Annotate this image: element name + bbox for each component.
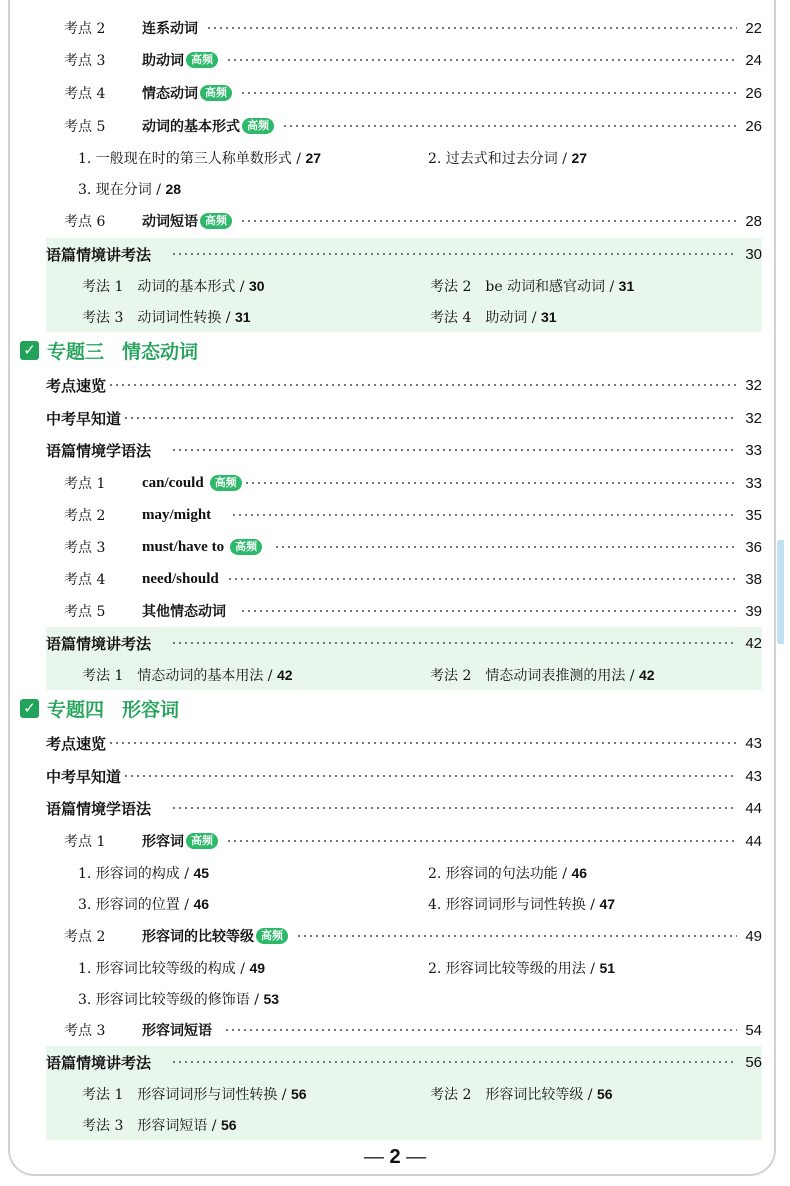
toc-entry[interactable]: [0, 467, 790, 499]
page-number: 26: [745, 84, 762, 102]
method-entry[interactable]: [430, 276, 634, 296]
method-entry[interactable]: [82, 665, 293, 685]
topic-label: 考点 5: [64, 604, 106, 620]
high-frequency-badge: 高频: [256, 928, 288, 944]
method-entry[interactable]: [82, 307, 251, 327]
sub-entry-row: [0, 173, 790, 204]
footer-page-number: 2: [389, 1146, 401, 1168]
chapter-number: 专题三: [47, 340, 105, 363]
dot-leader: [171, 248, 737, 260]
section-entry[interactable]: [0, 792, 790, 824]
section-entry[interactable]: [0, 402, 790, 434]
toc-entry[interactable]: [0, 499, 790, 531]
chapter-heading[interactable]: [20, 693, 179, 723]
page-number: 31: [234, 308, 251, 325]
topic-title: need/should: [142, 570, 219, 587]
sub-entry-text: 1. 形容词的构成 /: [78, 865, 194, 882]
topic-title: 动词短语: [142, 214, 198, 230]
topic-title: 其他情态动词: [142, 604, 226, 620]
page-number: 31: [618, 277, 635, 294]
page-number: 44: [745, 832, 762, 850]
section-title: 考点速览: [46, 734, 107, 753]
section-title: 考点速览: [46, 376, 107, 395]
footer-dash: —: [406, 1146, 427, 1168]
sub-entry[interactable]: [428, 894, 615, 914]
chapter-number: 专题四: [47, 698, 105, 721]
page-number: 32: [745, 376, 762, 394]
dot-leader: [227, 573, 738, 585]
high-frequency-badge: 高频: [200, 213, 232, 229]
toc-entry[interactable]: [0, 12, 790, 44]
sub-entry-text: 2. 形容词比较等级的用法 /: [428, 960, 600, 977]
page-number: 42: [638, 666, 655, 683]
toc-entry[interactable]: [0, 531, 790, 563]
high-frequency-badge: 高频: [186, 833, 218, 849]
sub-entry[interactable]: [428, 958, 615, 978]
topic-label: 考点 2: [64, 929, 106, 945]
topic-label: 考点 1: [64, 476, 106, 492]
toc-entry[interactable]: [0, 110, 790, 142]
toc-entry[interactable]: [0, 920, 790, 952]
page-number: 24: [745, 51, 762, 69]
dot-leader: [231, 509, 737, 521]
dot-leader: [240, 87, 737, 99]
dot-leader: [171, 444, 737, 456]
topic-title: 情态动词: [142, 86, 198, 102]
topic-label: 考点 3: [64, 1023, 106, 1039]
page-number: 31: [540, 308, 557, 325]
dot-leader: [123, 770, 737, 782]
page-footer: [0, 1146, 790, 1169]
page-number: 33: [745, 474, 762, 492]
sub-entry-text: 2. 形容词的句法功能 /: [428, 865, 572, 882]
page-number: 56: [745, 1053, 762, 1071]
sub-entry[interactable]: [428, 863, 587, 883]
method-row: [46, 659, 762, 690]
page-number: 53: [263, 990, 280, 1007]
section-entry[interactable]: [0, 369, 790, 401]
page-number: 30: [745, 245, 762, 263]
method-text: 考法 1 形容词词形与词性转换 /: [82, 1086, 291, 1103]
toc-entry[interactable]: [0, 563, 790, 595]
method-entry[interactable]: [82, 1084, 307, 1104]
page-number: 22: [745, 19, 762, 37]
page-number: 27: [305, 149, 322, 166]
page-number: 38: [745, 570, 762, 588]
section-title: 语篇情境讲考法: [46, 634, 152, 653]
method-text: 考法 3 动词词性转换 /: [82, 309, 235, 326]
topic-label: 考点 4: [64, 86, 106, 102]
dot-leader: [224, 1024, 737, 1036]
topic-label: 考点 1: [64, 834, 106, 850]
page-number: 32: [745, 409, 762, 427]
sub-entry-row: [0, 142, 790, 173]
method-row: [46, 1109, 762, 1140]
page-number: 51: [599, 959, 616, 976]
high-frequency-badge: 高频: [242, 118, 274, 134]
dot-leader: [226, 835, 737, 847]
method-text: 考法 4 助动词 /: [430, 309, 541, 326]
sub-entry[interactable]: [78, 179, 181, 199]
sub-entry[interactable]: [78, 894, 209, 914]
page-number: 43: [745, 767, 762, 785]
sub-entry-text: 4. 形容词词形与词性转换 /: [428, 896, 600, 913]
sub-entry-row: [0, 857, 790, 888]
sub-entry-text: 1. 形容词比较等级的构成 /: [78, 960, 250, 977]
topic-title: may/might: [142, 506, 212, 523]
page-number: 42: [745, 634, 762, 652]
topic-title: can/could: [142, 474, 204, 491]
topic-label: 考点 2: [64, 508, 106, 524]
page-number: 28: [165, 180, 182, 197]
topic-label: 考点 3: [64, 53, 106, 69]
dot-leader: [108, 379, 737, 391]
section-entry[interactable]: [46, 1046, 762, 1078]
dot-leader: [108, 737, 737, 749]
page-number: 39: [745, 602, 762, 620]
dot-leader: [123, 412, 737, 424]
section-title: 中考早知道: [46, 409, 122, 428]
page-number: 49: [745, 927, 762, 945]
method-row: [46, 301, 762, 332]
section-entry[interactable]: [0, 434, 790, 466]
section-title: 语篇情境学语法: [46, 441, 152, 460]
method-row: [46, 270, 762, 301]
page-number: 30: [248, 277, 265, 294]
dot-leader: [226, 54, 737, 66]
high-frequency-badge: 高频: [186, 52, 218, 68]
chapter-name: 情态动词: [122, 340, 199, 363]
footer-dash: —: [363, 1146, 384, 1168]
topic-label: 考点 4: [64, 572, 106, 588]
page-number: 42: [276, 666, 293, 683]
method-entry[interactable]: [430, 1084, 613, 1104]
page-number: 45: [193, 864, 210, 881]
dot-leader: [296, 930, 737, 942]
toc-entry[interactable]: [0, 1014, 790, 1046]
sub-entry[interactable]: [78, 989, 279, 1009]
page-number: 47: [599, 895, 616, 912]
page-number: 56: [220, 1116, 237, 1133]
method-text: 考法 1 情态动词的基本用法 /: [82, 667, 277, 684]
toc-entry[interactable]: [0, 825, 790, 857]
toc-entry[interactable]: [0, 44, 790, 76]
page-number: 49: [249, 959, 266, 976]
sub-entry-text: 3. 形容词的位置 /: [78, 896, 194, 913]
method-entry[interactable]: [430, 665, 655, 685]
dot-leader: [274, 541, 737, 553]
method-text: 考法 2 be 动词和感官动词 /: [430, 278, 619, 295]
chapter-heading[interactable]: [20, 335, 198, 365]
sub-entry-row: [0, 952, 790, 983]
sub-entry[interactable]: [78, 863, 209, 883]
section-title: 中考早知道: [46, 767, 122, 786]
section-title: 语篇情境讲考法: [46, 245, 152, 264]
method-entry[interactable]: [82, 276, 265, 296]
method-text: 考法 2 情态动词表推测的用法 /: [430, 667, 639, 684]
topic-label: 考点 6: [64, 214, 106, 230]
topic-label: 考点 5: [64, 119, 106, 135]
page-number: 56: [596, 1085, 613, 1102]
page-number: 46: [193, 895, 210, 912]
sub-entry[interactable]: [428, 148, 587, 168]
topic-title: 形容词: [142, 834, 184, 850]
page-number: 44: [745, 799, 762, 817]
section-entry[interactable]: [46, 238, 762, 270]
section-title: 语篇情境学语法: [46, 799, 152, 818]
section-entry[interactable]: [0, 727, 790, 759]
sub-entry-text: 3. 形容词比较等级的修饰语 /: [78, 991, 264, 1008]
checkbox-icon: ✓: [20, 699, 39, 718]
dot-leader: [171, 802, 737, 814]
dot-leader: [171, 637, 737, 649]
toc-entry[interactable]: [0, 205, 790, 237]
sub-entry-text: 3. 现在分词 /: [78, 181, 166, 198]
section-title: 语篇情境讲考法: [46, 1053, 152, 1072]
page-number: 43: [745, 734, 762, 752]
page-number: 54: [745, 1021, 762, 1039]
dot-leader: [282, 120, 737, 132]
sub-entry[interactable]: [78, 958, 265, 978]
page-number: 56: [290, 1085, 307, 1102]
topic-title: 形容词的比较等级: [142, 929, 254, 945]
method-text: 考法 1 动词的基本形式 /: [82, 278, 249, 295]
section-entry[interactable]: [46, 627, 762, 659]
page-number: 36: [745, 538, 762, 556]
checkbox-icon: ✓: [20, 341, 39, 360]
high-frequency-badge: 高频: [200, 85, 232, 101]
dot-leader: [240, 605, 737, 617]
page-number: 33: [745, 441, 762, 459]
dot-leader: [244, 477, 738, 489]
high-frequency-badge: 高频: [230, 539, 262, 555]
method-text: 考法 2 形容词比较等级 /: [430, 1086, 597, 1103]
method-entry[interactable]: [82, 1115, 237, 1135]
method-entry[interactable]: [430, 307, 557, 327]
dot-leader: [206, 22, 737, 34]
sub-entry[interactable]: [78, 148, 321, 168]
topic-label: 考点 2: [64, 21, 106, 37]
topic-label: 考点 3: [64, 540, 106, 556]
page-number: 28: [745, 212, 762, 230]
topic-title: 助动词: [142, 53, 184, 69]
page-number: 35: [745, 506, 762, 524]
section-entry[interactable]: [0, 760, 790, 792]
page-number: 46: [571, 864, 588, 881]
toc-entry[interactable]: [0, 595, 790, 627]
sub-entry-row: [0, 888, 790, 919]
page-number: 26: [745, 117, 762, 135]
sub-entry-text: 2. 过去式和过去分词 /: [428, 150, 572, 167]
topic-title: 连系动词: [142, 21, 198, 37]
method-row: [46, 1078, 762, 1109]
page-number: 27: [571, 149, 588, 166]
high-frequency-badge: 高频: [210, 475, 242, 491]
topic-title: must/have to: [142, 538, 225, 555]
topic-title: 动词的基本形式: [142, 119, 240, 135]
sub-entry-text: 1. 一般现在时的第三人称单数形式 /: [78, 150, 306, 167]
method-text: 考法 3 形容词短语 /: [82, 1117, 221, 1134]
toc-entry[interactable]: [0, 77, 790, 109]
sub-entry-row: [0, 983, 790, 1014]
dot-leader: [171, 1056, 737, 1068]
chapter-name: 形容词: [122, 698, 180, 721]
dot-leader: [240, 215, 737, 227]
topic-title: 形容词短语: [142, 1023, 212, 1039]
